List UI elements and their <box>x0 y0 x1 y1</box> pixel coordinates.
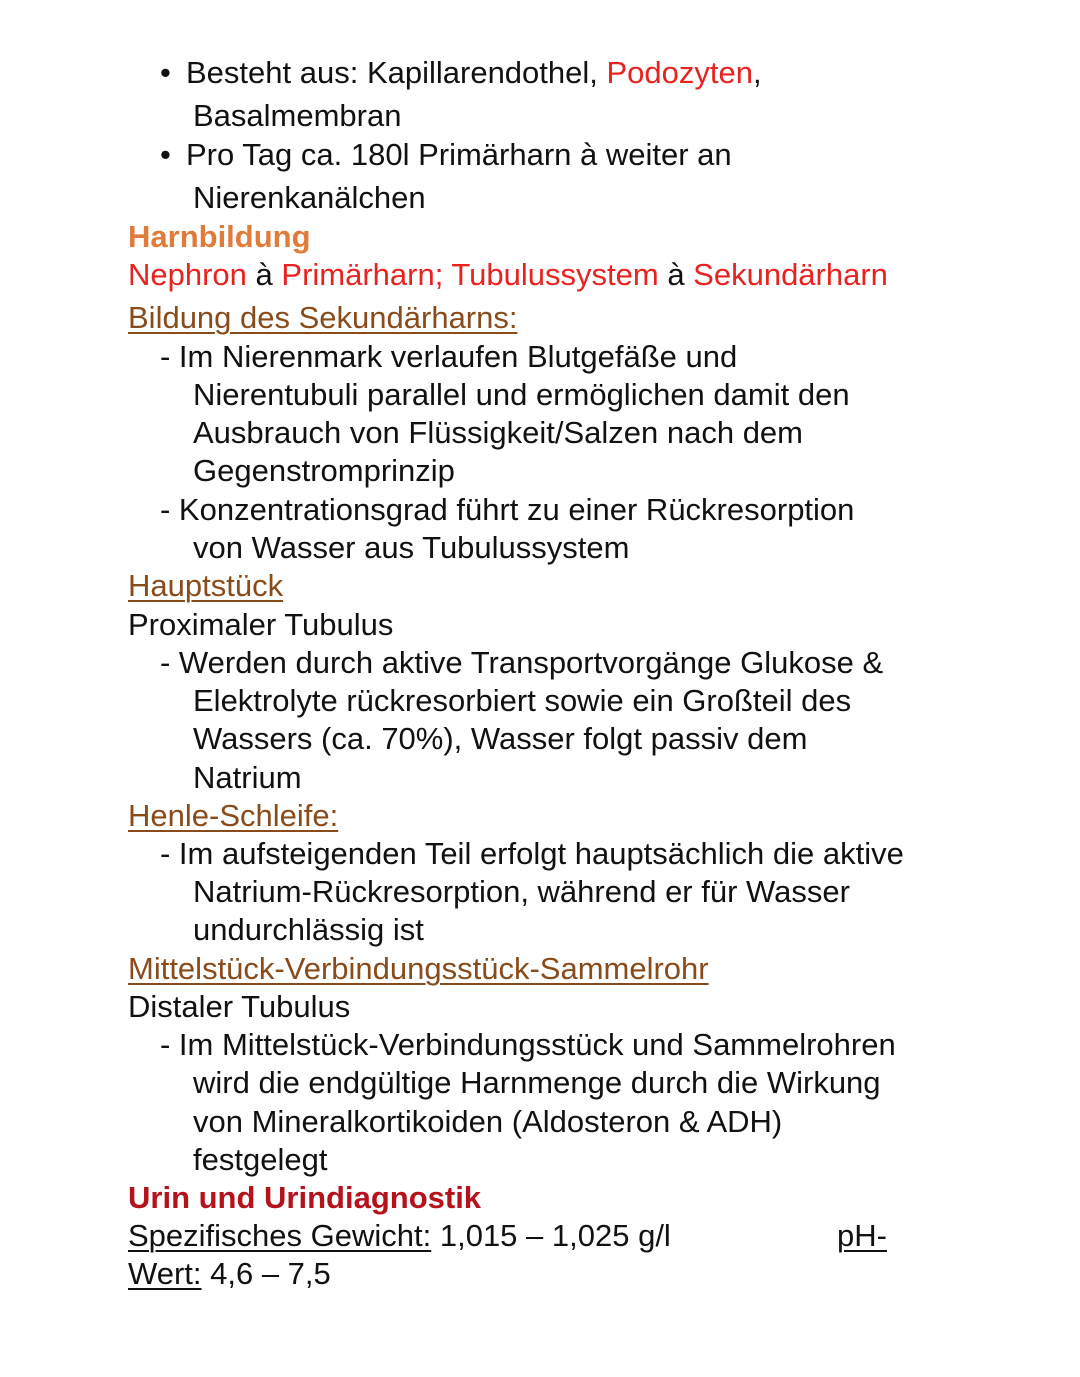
mittelstueck-item-line4: festgelegt <box>193 1142 328 1177</box>
hauptstueck-item-line3: Wassers (ca. 70%), Wasser folgt passiv dem <box>193 721 808 756</box>
bullet-dot: • <box>160 55 171 90</box>
sekundaerharn-item1-line3: Ausbrauch von Flüssigkeit/Salzen nach dem <box>193 415 803 450</box>
sekundaerharn-item1-line1: - Im Nierenmark verlaufen Blutgefäße und <box>160 339 738 374</box>
bullet-pro-tag: • Pro Tag ca. 180l Primärharn à weiter an <box>160 137 732 172</box>
sekundaerharn-item1-line2: Nierentubuli parallel und ermöglichen damit den <box>193 377 850 412</box>
hauptstueck-sub: Proximaler Tubulus <box>128 607 394 642</box>
ph-label-part1: pH- <box>837 1218 887 1253</box>
mittelstueck-item-line3: von Mineralkortikoiden (Aldosteron & ADH) <box>193 1104 783 1139</box>
henle-item-line2: Natrium-Rückresorption, während er für Wasser <box>193 874 850 909</box>
urin-heading: Urin und Urindiagnostik <box>128 1180 482 1215</box>
spezifisches-gewicht-row: Spezifisches Gewicht: 1,015 – 1,025 g/l <box>128 1218 671 1253</box>
ph-wert-row: Wert: 4,6 – 7,5 <box>128 1256 331 1291</box>
henle-heading: Henle-Schleife: <box>128 798 339 833</box>
bullet-besteht-aus-cont: Basalmembran <box>193 98 402 133</box>
mittelstueck-heading: Mittelstück-Verbindungsstück-Sammelrohr <box>128 951 709 986</box>
sekundaerharn-heading: Bildung des Sekundärharns: <box>128 300 518 335</box>
mittelstueck-item-line1: - Im Mittelstück-Verbindungsstück und Sammelrohren <box>160 1027 896 1062</box>
bullet-pro-tag-cont: Nierenkanälchen <box>193 180 426 215</box>
mittelstueck-sub: Distaler Tubulus <box>128 989 351 1024</box>
sekundaerharn-item1-line4: Gegenstromprinzip <box>193 453 455 488</box>
henle-item-line3: undurchlässig ist <box>193 912 424 947</box>
harnbildung-summary: Nephron à Primärharn; Tubulussystem à Sekundärharn <box>128 257 888 292</box>
sekundaerharn-item2-line1: - Konzentrationsgrad führt zu einer Rückresorption <box>160 492 855 527</box>
hauptstueck-item-line1: - Werden durch aktive Transportvorgänge Glukose & <box>160 645 884 680</box>
bullet-besteht-aus: • Besteht aus: Kapillarendothel, Podozyten, <box>160 55 762 90</box>
bullet-dot: • <box>160 137 171 172</box>
podozyten-term: Podozyten <box>606 55 753 90</box>
sekundaerharn-item2-line2: von Wasser aus Tubulussystem <box>193 530 630 565</box>
henle-item-line1: - Im aufsteigenden Teil erfolgt hauptsächlich die aktive <box>160 836 904 871</box>
hauptstueck-heading: Hauptstück <box>128 568 284 603</box>
mittelstueck-item-line2: wird die endgültige Harnmenge durch die Wirkung <box>193 1065 881 1100</box>
hauptstueck-item-line2: Elektrolyte rückresorbiert sowie ein Großteil des <box>193 683 852 718</box>
hauptstueck-item-line4: Natrium <box>193 760 302 795</box>
harnbildung-heading: Harnbildung <box>128 219 311 254</box>
